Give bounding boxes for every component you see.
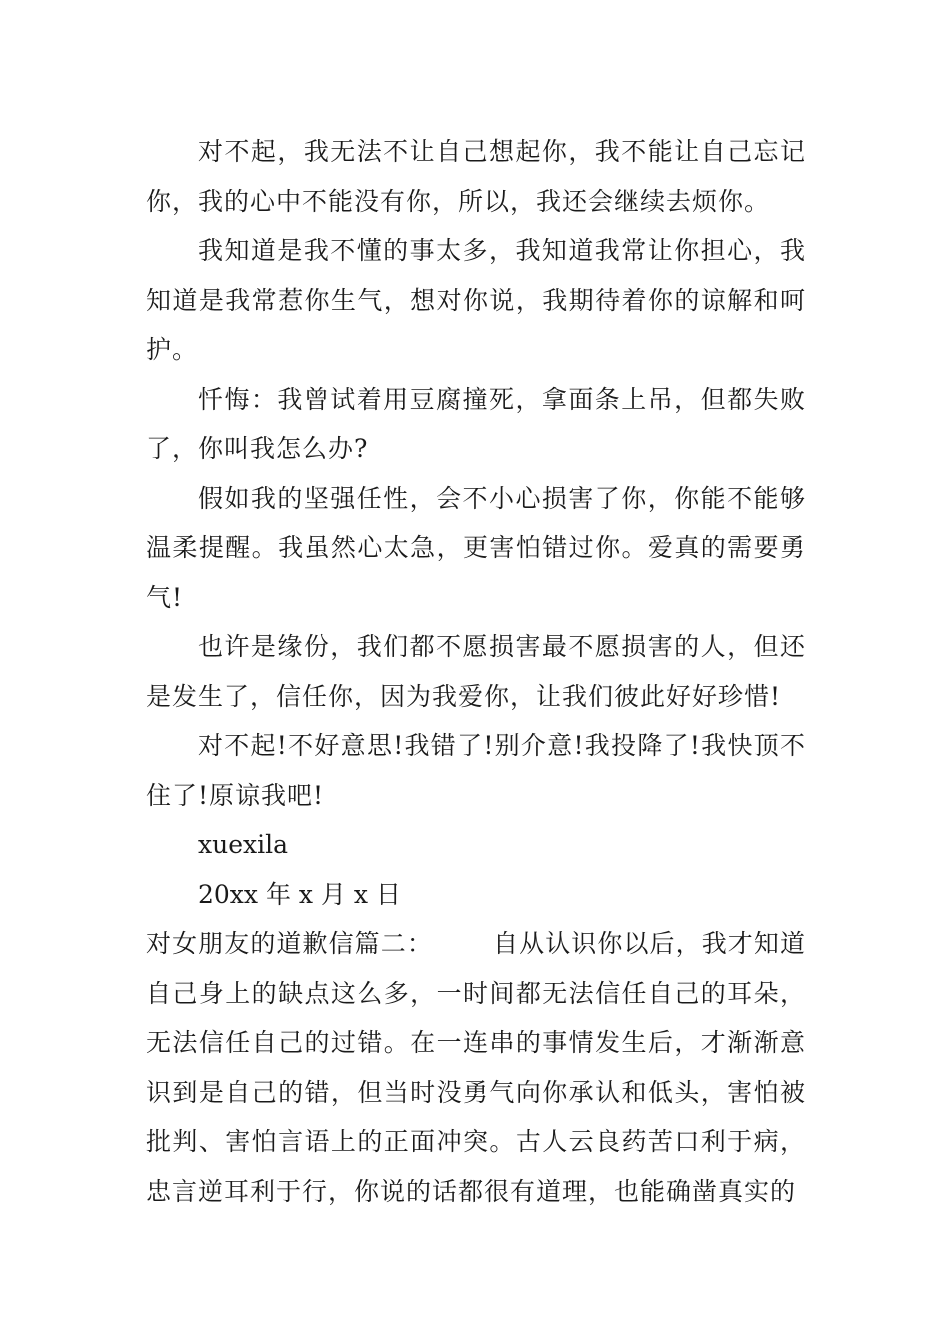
paragraph-4: 假如我的坚强任性，会不小心损害了你，你能不能够温柔提醒。我虽然心太急，更害怕错过你。爱真的需要勇气! bbox=[146, 483, 806, 612]
letter-body bbox=[146, 127, 806, 1216]
paragraph-2: 我知道是我不懂的事太多，我知道我常让你担心，我知道是我常惹你生气，想对你说，我期待着你的谅解和呵护。 bbox=[146, 236, 806, 364]
paragraph-3: 忏悔：我曾试着用豆腐撞死，拿面条上吊，但都失败了，你叫我怎么办? bbox=[146, 384, 806, 463]
section-heading: 对女朋友的道歉信篇二： bbox=[146, 929, 433, 958]
paragraph-6: 对不起!不好意思!我错了!别介意!我投降了!我快顶不住了!原谅我吧! bbox=[146, 731, 806, 810]
section-body: 自从认识你以后，我才知道自己身上的缺点这么多，一时间都无法信任自己的耳朵，无法信任自己的过错。在一连串的事情发生后，才渐渐意识到是自己的错，但当时没勇气向你承认和低头，害怕被批判、害怕言语上的正面冲突。古人云良药苦口利于病，忠言逆耳利于行，你说的话都很有道理，也能确凿真实的 bbox=[146, 929, 806, 1206]
signature-date: 20xx 年 x 月 x 日 bbox=[198, 879, 401, 909]
section-two bbox=[146, 919, 806, 1216]
signature-name: xuexila bbox=[198, 830, 288, 859]
paragraph-1: 对不起，我无法不让自己想起你，我不能让自己忘记你，我的心中不能没有你，所以，我还会继续去烦你。 bbox=[146, 137, 806, 216]
paragraph-5: 也许是缘份，我们都不愿损害最不愿损害的人，但还是发生了，信任你，因为我爱你，让我们彼此好好珍惜! bbox=[146, 632, 806, 711]
